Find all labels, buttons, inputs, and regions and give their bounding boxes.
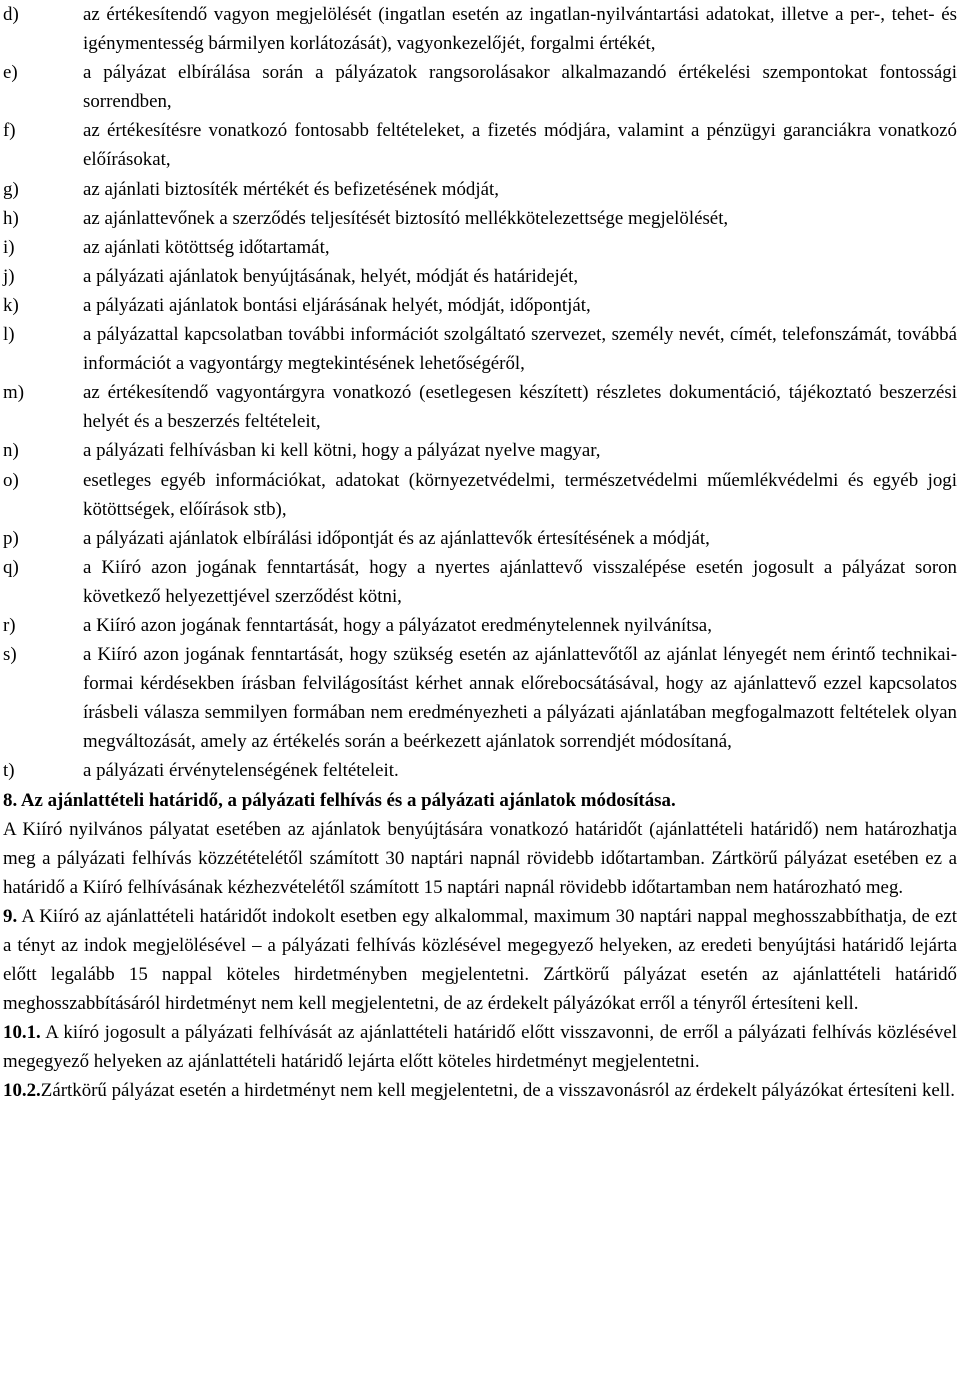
section-10-1-number: 10.1. xyxy=(3,1022,41,1044)
section-8-heading: 8. Az ajánlattételi határidő, a pályázati felhívás és a pályázati ajánlatok módosítása. xyxy=(3,789,676,811)
list-item-marker: p) xyxy=(3,527,19,549)
list-item-text: a pályázati ajánlatok elbírálási időpontját és az ajánlattevők értesítésének a módját, xyxy=(83,527,710,549)
list-item-text: az ajánlati kötöttség időtartamát, xyxy=(83,236,330,258)
list-item xyxy=(3,116,957,174)
list-item-marker: r) xyxy=(3,614,16,636)
list-item-text: esetleges egyéb információkat, adatokat (környezetvédelmi, természetvédelmi műemlékvédelmi és egyéb jogi kötöttségek, előírások stb), xyxy=(83,469,957,520)
list-item xyxy=(3,320,957,378)
list-item xyxy=(3,58,957,116)
list-item xyxy=(3,175,957,204)
list-item xyxy=(3,378,957,436)
section-9-number: 9. xyxy=(3,905,18,927)
list-item-text: a Kiíró azon jogának fenntartását, hogy szükség esetén az ajánlattevőtől az ajánlat lényegét nem érintő technikai-formai kérdésekben írásban felvilágosítást kérhet annak előrebocsátásával, hogy az ajánlattevő ezzel kapcsolatos írásbeli válasza semmilyen formában nem eredményezheti a pályázati ajánlatában megfogalmazott feltételek olyan megváltozását, amely az értékelés során a beérkezett ajánlatok sorrendjét módosítaná, xyxy=(83,644,957,753)
section-9-paragraph xyxy=(3,902,957,1018)
list-item xyxy=(3,640,957,756)
list-item-text: a pályázati ajánlatok benyújtásának, helyét, módját és határidejét, xyxy=(83,265,579,287)
list-item-marker: q) xyxy=(3,556,19,578)
list-item xyxy=(3,436,957,465)
list-item xyxy=(3,466,957,524)
list-item-marker: t) xyxy=(3,760,15,782)
list-item-marker: l) xyxy=(3,324,15,346)
list-item xyxy=(3,553,957,611)
list-item xyxy=(3,262,957,291)
list-item-text: a pályázati felhívásban ki kell kötni, hogy a pályázat nyelve magyar, xyxy=(83,440,601,462)
list-item-marker: o) xyxy=(3,469,19,491)
section-10-1-body: A kiíró jogosult a pályázati felhívását az ajánlattételi határidő előtt visszavonni, de erről a pályázati felhívás közlésével megegyező helyeken az ajánlattételi határidő lejárta előtt köteles hirdetményt megjelentetni. xyxy=(3,1022,957,1073)
list-item-text: a pályázat elbírálása során a pályázatok rangsorolásakor alkalmazandó értékelési szempontokat fontossági sorrendben, xyxy=(83,62,957,113)
list-item-text: az ajánlati biztosíték mértékét és befizetésének módját, xyxy=(83,178,499,200)
list-item xyxy=(3,233,957,262)
section-10-1-paragraph xyxy=(3,1018,957,1076)
list-item-marker: g) xyxy=(3,178,19,200)
list-item-text: az értékesítésre vonatkozó fontosabb feltételeket, a fizetés módjára, valamint a pénzügyi garanciákra vonatkozó előírásokat, xyxy=(83,120,957,171)
section-10-2-paragraph xyxy=(3,1076,957,1105)
list-item-marker: h) xyxy=(3,207,19,229)
list-item-text: az értékesítendő vagyontárgyra vonatkozó (esetlegesen készített) részletes dokumentáció, tájékoztató beszerzési helyét és a beszerzés feltételeit, xyxy=(83,382,957,433)
list-item-text: a pályázattal kapcsolatban további információt szolgáltató szervezet, személy nevét, címét, telefonszámát, továbbá információt a vagyontárgy megtekintésének lehetőségéről, xyxy=(83,324,957,375)
list-item-marker: f) xyxy=(3,120,16,142)
list-item xyxy=(3,524,957,553)
list-item-marker: m) xyxy=(3,382,24,404)
list-item-text: a Kiíró azon jogának fenntartását, hogy a pályázatot eredménytelennek nyilvánítsa, xyxy=(83,614,712,636)
list-item xyxy=(3,291,957,320)
list-item-marker: d) xyxy=(3,4,19,25)
list-item-text: az értékesítendő vagyon megjelölését (ingatlan esetén az ingatlan-nyilvántartási adatokat, illetve a per-, tehet- és igénymentesség bármilyen korlátozását), vagyonkezelőjét, forgalmi értékét, xyxy=(83,4,957,55)
list-item xyxy=(3,0,957,58)
list-item-text: a pályázati ajánlatok bontási eljárásának helyét, módját, időpontját, xyxy=(83,294,591,316)
list-item-marker: e) xyxy=(3,62,18,84)
list-item-marker: k) xyxy=(3,294,19,316)
list-item xyxy=(3,204,957,233)
list-item-text: a pályázati érvénytelenségének feltételeit. xyxy=(83,760,399,782)
list-item-marker: j) xyxy=(3,265,15,287)
list-item-marker: s) xyxy=(3,644,17,666)
requirements-list xyxy=(3,0,957,786)
list-item xyxy=(3,611,957,640)
list-item-text: az ajánlattevőnek a szerződés teljesítését biztosító mellékkötelezettsége megjelölését, xyxy=(83,207,729,229)
list-item-text: a Kiíró azon jogának fenntartását, hogy a nyertes ajánlattevő visszalépése esetén jogosult a pályázat soron következő helyezettjével szerződést kötni, xyxy=(83,556,957,607)
section-8-body: A Kiíró nyilvános pályatat esetében az ajánlatok benyújtására vonatkozó határidőt (ajánlattételi határidő) nem határozhatja meg a pályázati felhívás közzétételétől számított 30 naptári napnál rövidebb időtartamban. Zártkörű pályázat esetében ez a határidő a Kiíró felhívásának kézhezvételétől számított 15 naptári napnál rövidebb időtartamban nem határozható meg. xyxy=(3,818,957,898)
list-item xyxy=(3,756,957,785)
section-9-body: A Kiíró az ajánlattételi határidőt indokolt esetben egy alkalommal, maximum 30 naptári nappal meghosszabbíthatja, de ezt a tényt az indok megjelölésével – a pályázati felhívás közlésével megegyező helyeken, az eredeti benyújtási határidő lejárta előtt legalább 15 nappal köteles hirdetményben megjelentetni. Zártkörű pályázat esetén az ajánlattételi határidő meghosszabbításáról hirdetményt nem kell megjelentetni, de az érdekelt pályázókat erről a tényről értesíteni kell. xyxy=(3,905,957,1015)
section-10-2-body: Zártkörű pályázat esetén a hirdetményt nem kell megjelentetni, de a visszavonásról az érdekelt pályázókat értesíteni kell. xyxy=(40,1080,956,1102)
list-item-marker: i) xyxy=(3,236,15,258)
section-10-2-number: 10.2. xyxy=(3,1080,41,1102)
list-item-marker: n) xyxy=(3,440,19,462)
